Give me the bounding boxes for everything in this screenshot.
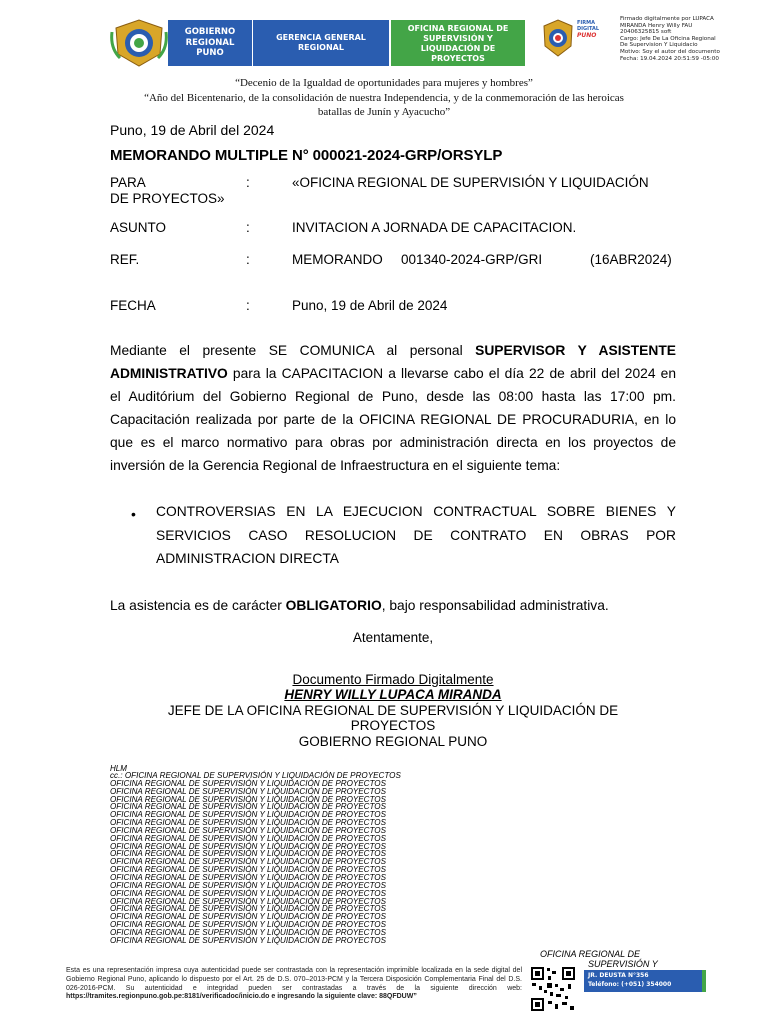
contact-address-box <box>584 970 702 992</box>
contact-phone: Teléfono: (+051) 354000 <box>588 980 672 988</box>
cc-list-item: OFICINA REGIONAL DE SUPERVISIÓN Y LIQUIDACIÓN DE PROYECTOS <box>110 896 387 906</box>
qr-code-icon <box>530 966 576 1012</box>
cc-list-item: OFICINA REGIONAL DE SUPERVISIÓN Y LIQUIDACIÓN DE PROYECTOS <box>110 927 387 937</box>
cc-list-item: OFICINA REGIONAL DE SUPERVISIÓN Y LIQUIDACIÓN DE PROYECTOS <box>110 786 387 796</box>
field-colon: : <box>246 298 250 313</box>
field-label-para: PARA <box>110 175 146 190</box>
cc-list-item: cc.: OFICINA REGIONAL DE SUPERVISIÓN Y LIQUIDACIÓN DE PROYECTOS <box>110 771 401 780</box>
signature-stamp-line: MIRANDA Henry Willy FAU <box>620 22 693 29</box>
cc-list <box>110 772 401 945</box>
signature-digital-note: Documento Firmado Digitalmente <box>292 672 494 687</box>
firma-digital-label <box>577 20 613 39</box>
header-box-oficina-regional-text: OFICINA REGIONAL DE SUPERVISIÓN Y LIQUIDACIÓN DE PROYECTOS <box>407 24 509 62</box>
signature-stamp-line: Cargo: Jefe De La Oficina Regional <box>620 35 716 42</box>
field-label-fecha: FECHA <box>110 298 156 313</box>
field-value-ref-date: (16ABR2024) <box>590 252 672 267</box>
decade-motto-line1: “Decenio de la Igualdad de oportunidades para mujeres y hombres” <box>235 77 533 89</box>
verification-link[interactable]: https://tramites.regionpuno.gob.pe:8181/verificadoc/inicio.do e ingresando la siguiente clave: 88QFDUW” <box>66 993 417 1001</box>
body-line-2 <box>110 367 676 381</box>
cc-list-item: OFICINA REGIONAL DE SUPERVISIÓN Y LIQUIDACIÓN DE PROYECTOS <box>110 904 387 914</box>
footer-office-line: OFICINA REGIONAL DE <box>540 949 641 959</box>
field-label-asunto: ASUNTO <box>110 220 167 235</box>
field-colon: : <box>246 220 250 235</box>
field-colon: : <box>246 175 250 190</box>
cc-list-item: OFICINA REGIONAL DE SUPERVISIÓN Y LIQUIDACIÓN DE PROYECTOS <box>110 920 387 930</box>
header-box-gobierno-regional-text: GOBIERNO REGIONAL PUNO <box>184 27 236 59</box>
cc-list-item: OFICINA REGIONAL DE SUPERVISIÓN Y LIQUIDACIÓN DE PROYECTOS <box>110 857 387 867</box>
cc-list-item: OFICINA REGIONAL DE SUPERVISIÓN Y LIQUIDACIÓN DE PROYECTOS <box>110 778 387 788</box>
decade-motto-line2: “Año del Bicentenario, de la consolidación de nuestra Independencia, y de la conmemoración de las heroicas <box>144 91 624 104</box>
footer-office-line: SUPERVISIÓN Y <box>588 958 658 969</box>
cc-list-item: OFICINA REGIONAL DE SUPERVISIÓN Y LIQUIDACIÓN DE PROYECTOS <box>110 935 387 945</box>
regional-government-logo <box>110 18 168 68</box>
cc-list-item: OFICINA REGIONAL DE SUPERVISIÓN Y LIQUIDACIÓN DE PROYECTOS <box>110 825 387 835</box>
body-line-4: Capacitación realizada por parte de la OFICINA REGIONAL DE PROCURADURIA, en lo <box>110 412 676 427</box>
body-text: Mediante el presente SE COMUNICA al personal <box>110 343 476 358</box>
firma-digital-text: FIRMA DIGITAL <box>577 20 600 32</box>
field-label-ref: REF. <box>110 252 140 267</box>
decade-motto-line3: batallas de Junín y Ayacucho” <box>317 106 451 119</box>
memo-date: Puno, 19 de Abril del 2024 <box>110 122 275 138</box>
body-text: para la CAPACITACION a llevarse cabo el día 22 de abril del 2024 en <box>227 366 676 381</box>
header-box-gerencia-general <box>253 20 389 66</box>
field-value-para-cont: DE PROYECTOS» <box>110 191 225 206</box>
body-line-3: el Auditórium del Gobierno Regional de Puno, desde las 08:00 hasta las 17:00 pm. <box>110 389 676 404</box>
decade-motto <box>60 76 708 120</box>
memo-title: MEMORANDO MULTIPLE N° 000021-2024-GRP/ORSYLP <box>110 147 503 164</box>
contact-address: JR. DEUSTA N°356 <box>588 972 649 979</box>
signature-stamp-line: 20406325815 soft <box>620 29 672 36</box>
body-bold-text: ADMINISTRATIVO <box>110 366 228 381</box>
firma-digital-region: PUNO <box>577 32 597 39</box>
authenticity-text: Esta es una representación impresa cuya autenticidad puede ser contrastada con la representación imprimible localizada en la sede digital del Gobierno Regional Puno, aplicando lo dispuesto por el Art. 25 de D.S. 070–2013-PCM y la Tercera Disposición Complementaria Final del D.S. 026-2016-PCM. Su autenticidad e integridad pueden ser contrastadas a través de la siguiente dirección web: <box>66 967 522 992</box>
cc-list-item: OFICINA REGIONAL DE SUPERVISIÓN Y LIQUIDACIÓN DE PROYECTOS <box>110 849 387 859</box>
signer-organization: GOBIERNO REGIONAL PUNO <box>298 734 488 749</box>
topic-line-3: ADMINISTRACION DIRECTA <box>156 551 339 566</box>
regards: Atentamente, <box>352 630 434 645</box>
cc-list-item: OFICINA REGIONAL DE SUPERVISIÓN Y LIQUIDACIÓN DE PROYECTOS <box>110 794 387 804</box>
field-value-para: «OFICINA REGIONAL DE SUPERVISIÓN Y LIQUIDACIÓN <box>292 175 649 190</box>
contact-box-accent <box>702 970 706 992</box>
bullet-icon: • <box>131 506 136 522</box>
cc-list-item: OFICINA REGIONAL DE SUPERVISIÓN Y LIQUIDACIÓN DE PROYECTOS <box>110 880 387 890</box>
header-box-gerencia-general-text: GERENCIA GENERAL REGIONAL <box>276 33 366 52</box>
digital-signature-stamp <box>620 16 760 62</box>
body-line-6: inversión de la Gerencia Regional de Infraestructura en el siguiente tema: <box>110 458 561 473</box>
field-value-asunto: INVITACION A JORNADA DE CAPACITACION. <box>292 220 577 235</box>
signature-stamp-line: Fecha: 19.04.2024 20:51:59 -05:00 <box>620 55 719 62</box>
authenticity-note <box>66 967 522 1002</box>
cc-list-item: OFICINA REGIONAL DE SUPERVISIÓN Y LIQUIDACIÓN DE PROYECTOS <box>110 802 387 812</box>
cc-list-item: OFICINA REGIONAL DE SUPERVISIÓN Y LIQUIDACIÓN DE PROYECTOS <box>110 912 387 922</box>
cc-list-item: OFICINA REGIONAL DE SUPERVISIÓN Y LIQUIDACIÓN DE PROYECTOS <box>110 810 387 820</box>
topic-line-2: SERVICIOS CASO RESOLUCION DE CONTRATO EN OBRAS POR <box>156 528 676 543</box>
signature-stamp-line: Motivo: Soy el autor del documento <box>620 48 720 55</box>
attendance-text: , bajo responsabilidad administrativa. <box>381 598 609 613</box>
header-box-oficina-regional <box>391 20 525 66</box>
signer-name: HENRY WILLY LUPACA MIRANDA <box>284 687 502 702</box>
field-colon: : <box>246 252 250 267</box>
signature-stamp-line: De Supervision Y Liquidacio <box>620 42 698 49</box>
cc-list-item: OFICINA REGIONAL DE SUPERVISIÓN Y LIQUIDACIÓN DE PROYECTOS <box>110 888 387 898</box>
cc-list-item: OFICINA REGIONAL DE SUPERVISIÓN Y LIQUIDACIÓN DE PROYECTOS <box>110 872 387 882</box>
firma-digital-logo <box>540 18 576 58</box>
body-line-1 <box>110 344 676 358</box>
typist-initials: HLM <box>110 764 127 773</box>
field-value-ref-type: MEMORANDO <box>292 252 383 267</box>
signer-position: JEFE DE LA OFICINA REGIONAL DE SUPERVISIÓN Y LIQUIDACIÓN DE <box>167 703 619 718</box>
body-line-5: que es el marco normativo para obras por administración directa en los proyectos de <box>110 435 676 450</box>
attendance-bold-text: OBLIGATORIO <box>285 598 382 613</box>
body-bold-text: SUPERVISOR Y ASISTENTE <box>475 343 676 358</box>
cc-list-item: OFICINA REGIONAL DE SUPERVISIÓN Y LIQUIDACIÓN DE PROYECTOS <box>110 818 387 828</box>
signature-stamp-line: Firmado digitalmente por LUPACA <box>620 16 714 22</box>
cc-list-item: OFICINA REGIONAL DE SUPERVISIÓN Y LIQUIDACIÓN DE PROYECTOS <box>110 865 387 875</box>
field-value-fecha: Puno, 19 de Abril de 2024 <box>292 298 448 313</box>
attendance-note <box>110 598 676 613</box>
attendance-text: La asistencia es de carácter <box>110 598 286 613</box>
header-box-gobierno-regional <box>168 20 252 66</box>
cc-list-item: OFICINA REGIONAL DE SUPERVISIÓN Y LIQUIDACIÓN DE PROYECTOS <box>110 841 387 851</box>
topic-line-1: CONTROVERSIAS EN LA EJECUCION CONTRACTUAL SOBRE BIENES Y <box>156 504 676 519</box>
field-value-ref-number: 001340-2024-GRP/GRI <box>401 252 543 267</box>
signer-position-cont: PROYECTOS <box>350 718 436 733</box>
cc-list-item: OFICINA REGIONAL DE SUPERVISIÓN Y LIQUIDACIÓN DE PROYECTOS <box>110 833 387 843</box>
